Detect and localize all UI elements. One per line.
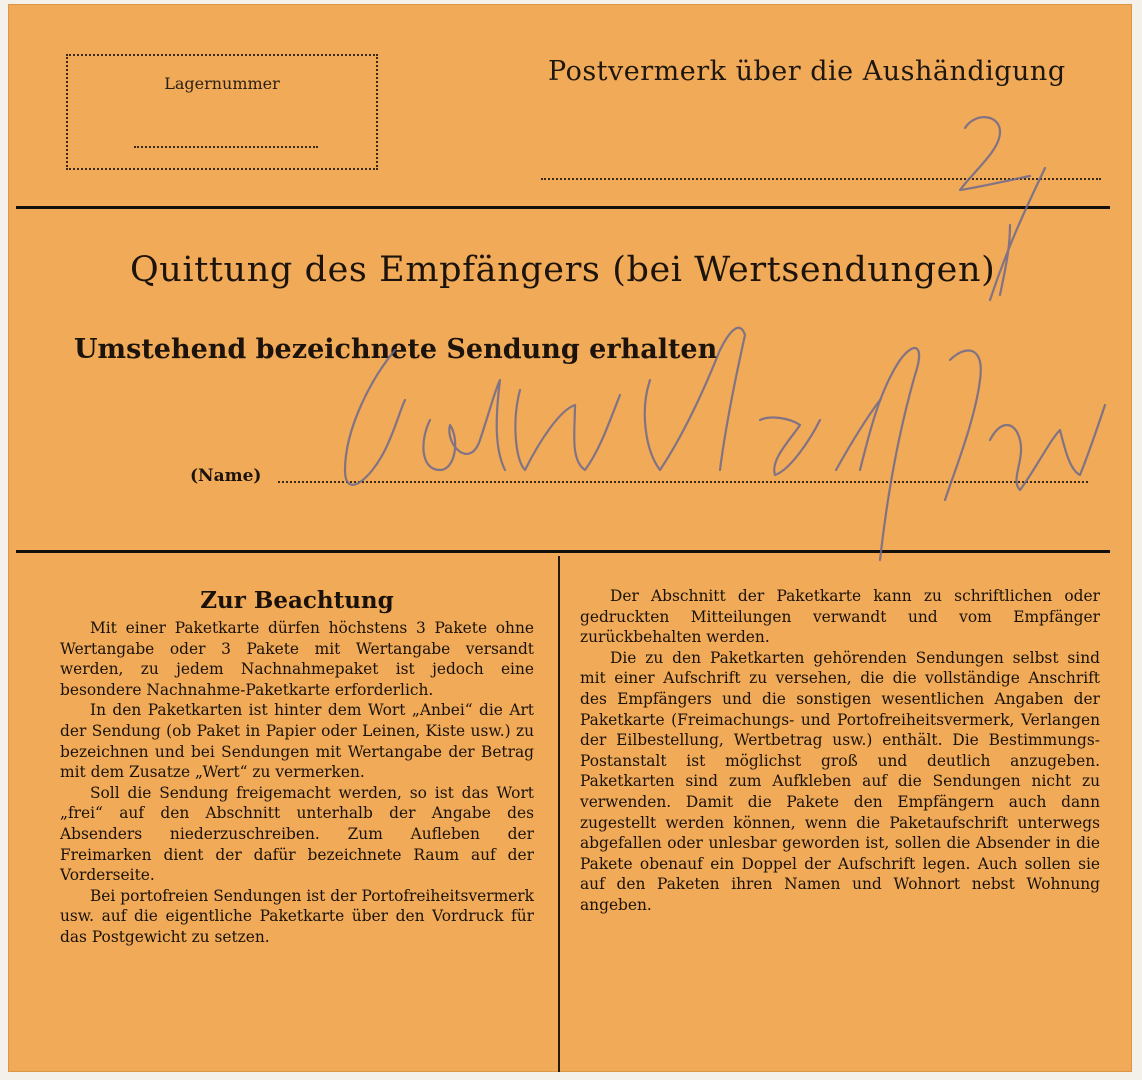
- delivery-note-title: Postvermerk über die Aushändigung: [548, 56, 1066, 87]
- notice-paragraph: Der Abschnitt der Paketkarte kann zu schriftlichen oder gedruckten Mitteilungen verwandt und vom Empfänger zurückbehalten werden.: [580, 587, 1100, 647]
- storage-number-box: [66, 54, 378, 170]
- column-divider: [558, 556, 560, 1072]
- storage-number-line: [134, 146, 318, 148]
- notice-right-column: [580, 586, 1100, 916]
- name-label: (Name): [190, 466, 262, 486]
- divider-middle: [16, 550, 1110, 553]
- delivery-note-line: [541, 178, 1101, 180]
- name-signature-line: [278, 481, 1088, 483]
- received-statement: Umstehend bezeichnete Sendung erhalten: [74, 334, 718, 365]
- divider-top: [16, 206, 1110, 209]
- notice-paragraph: Soll die Sendung freigemacht werden, so ist das Wort „frei“ auf den Abschnitt unterhalb der Angabe des Absenders niederzuschreiben. Zum Aufleben der Freimarken dient der dafür bezeichnete Raum auf der Vorderseite.: [60, 783, 534, 885]
- notice-heading: Zur Beachtung: [200, 587, 394, 614]
- notice-paragraph: Die zu den Paketkarten gehörenden Sendungen selbst sind mit einer Aufschrift zu versehen, die die vollständige Anschrift des Empfängers und die sonstigen wesentlichen Angaben der Paketkarte (Freimachungs- und Portofreiheitsvermerk, Verlangen der Eilbestellung, Wertbetrag usw.) enthält. Die Bestimmungs-Postanstalt ist möglichst groß und deutlich anzugeben. Paketkarten sind zum Aufkleben auf die Sendungen nicht zu verwenden. Damit die Pakete den Empfängern auch dann zugestellt werden können, wenn die Paketaufschrift unterwegs abgefallen oder unlesbar geworden ist, sollen die Absender in die Pakete obenauf ein Doppel der Aufschrift legen. Auch sollen sie auf den Paketen ihren Namen und Wohnort nebst Wohnung angeben.: [580, 648, 1100, 914]
- parcel-card-back: [8, 4, 1132, 1072]
- receipt-heading: Quittung des Empfängers (bei Wertsendungen): [130, 250, 996, 290]
- storage-number-label: Lagernummer: [164, 74, 280, 93]
- notice-left-column: [60, 586, 534, 948]
- notice-paragraph: In den Paketkarten ist hinter dem Wort „Anbei“ die Art der Sendung (ob Paket in Papier oder Leinen, Kiste usw.) zu bezeichnen und bei Sendungen mit Wertangabe der Betrag mit dem Zusatze „Wert“ zu vermerken.: [60, 701, 534, 782]
- notice-paragraph: Mit einer Paketkarte dürfen höchstens 3 Pakete ohne Wertangabe oder 3 Pakete mit Wertangabe versandt werden, zu jedem Nachnahmepaket ist jedoch eine besondere Nachnahme-Paketkarte erforderlich.: [60, 619, 534, 699]
- notice-paragraph: Bei portofreien Sendungen ist der Portofreiheitsvermerk usw. auf die eigentliche Paketkarte über den Vordruck für das Postgewicht zu setzen.: [60, 886, 534, 946]
